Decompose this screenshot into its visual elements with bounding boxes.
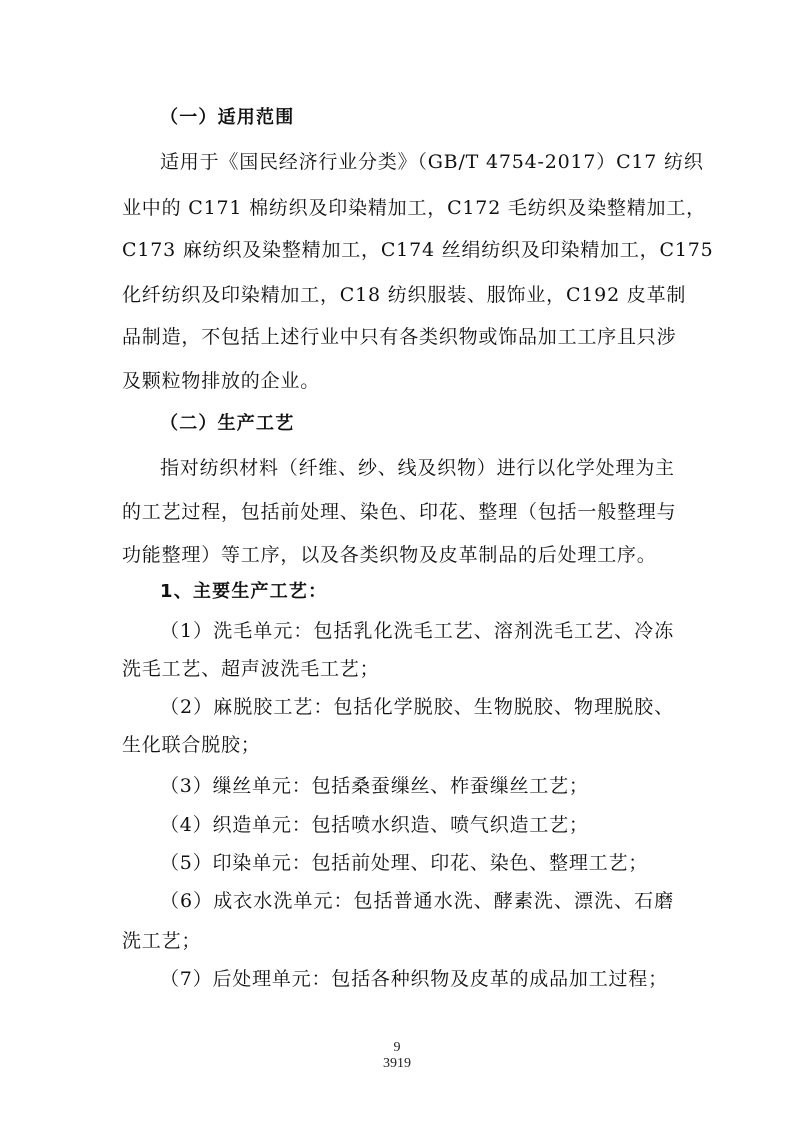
list-item-continuation: 洗毛工艺、超声波洗毛工艺； bbox=[122, 658, 380, 680]
subsection-heading-main-processes: 1、主要生产工艺： bbox=[160, 581, 328, 602]
list-item-continuation: 洗工艺； bbox=[122, 930, 202, 952]
paragraph-line: 的工艺过程，包括前处理、染色、印花、整理（包括一般整理与 bbox=[122, 501, 677, 523]
list-item: （4）织造单元：包括喷水织造、喷气织造工艺； bbox=[160, 814, 589, 836]
list-item: （2）麻脱胶工艺：包括化学脱胶、生物脱胶、物理脱胶、 bbox=[160, 696, 674, 718]
list-item: （5）印染单元：包括前处理、印花、染色、整理工艺； bbox=[160, 852, 649, 874]
list-item: （7）后处理单元：包括各种织物及皮革的成品加工过程； bbox=[160, 968, 668, 990]
list-item: （1）洗毛单元：包括乳化洗毛工艺、溶剂洗毛工艺、冷冻 bbox=[160, 620, 674, 642]
list-item: （3）缫丝单元：包括桑蚕缫丝、柞蚕缫丝工艺； bbox=[160, 775, 589, 797]
paragraph-line: 化纤纺织及印染精加工，C18 纺织服装、服饰业，C192 皮革制 bbox=[122, 284, 687, 306]
paragraph-line: 及颗粒物排放的企业。 bbox=[122, 370, 321, 392]
paragraph-line: C173 麻纺织及染整精加工，C174 丝绢纺织及印染精加工，C175 bbox=[122, 239, 714, 261]
list-item: （6）成衣水洗单元：包括普通水洗、酵素洗、漂洗、石磨 bbox=[160, 890, 674, 912]
paragraph-line: 功能整理）等工序，以及各类织物及皮革制品的后处理工序。 bbox=[122, 544, 657, 566]
page-number: 9 bbox=[393, 1040, 401, 1055]
section-heading-scope: （一）适用范围 bbox=[160, 107, 295, 128]
paragraph-line: 品制造，不包括上述行业中只有各类织物或饰品加工工序且只涉 bbox=[122, 326, 677, 348]
sequence-number: 3919 bbox=[383, 1056, 411, 1071]
paragraph-line: 指对纺织材料（纤维、纱、线及织物）进行以化学处理为主 bbox=[160, 457, 675, 479]
list-item-continuation: 生化联合脱胶； bbox=[122, 734, 261, 756]
paragraph-line: 业中的 C171 棉纺织及印染精加工，C172 毛纺织及染整精加工， bbox=[122, 197, 706, 219]
section-heading-process: （二）生产工艺 bbox=[160, 413, 295, 434]
paragraph-line: 适用于《国民经济行业分类》（GB/T 4754-2017）C17 纺织 bbox=[160, 151, 704, 173]
